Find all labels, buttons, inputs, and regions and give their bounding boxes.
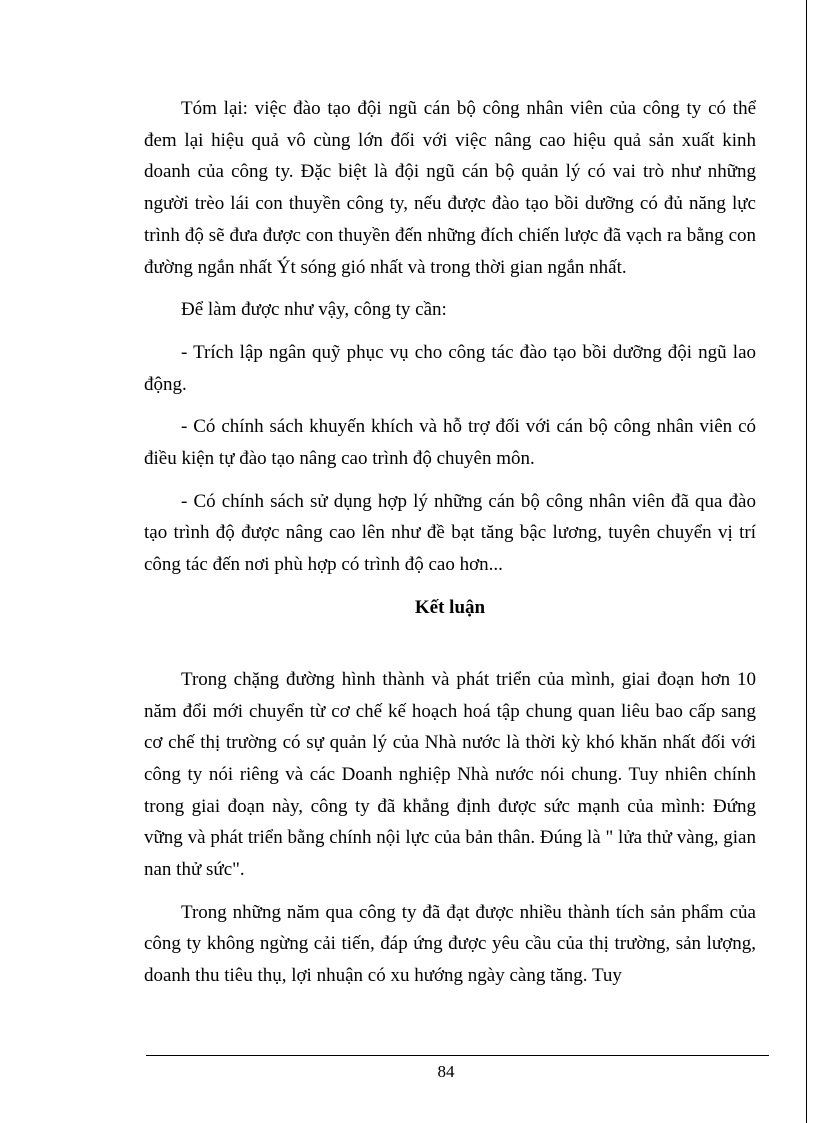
right-margin-line <box>806 0 807 1123</box>
paragraph-conclusion-2: Trong những năm qua công ty đã đạt được nhiều thành tích sản phẩm của công ty không ngừng cải tiến, đáp ứng được yêu cầu của thị trường, sản lượng, doanh thu tiêu thụ, lợi nhuận có xu hướng ngày càng tăng. Tuy <box>144 901 756 987</box>
page-body <box>144 93 756 1003</box>
paragraph-summary: Tóm lại: việc đào tạo đội ngũ cán bộ công nhân viên của công ty có thể đem lại hiệu quả vô cùng lớn đối với việc nâng cao hiệu quả sản xuất kinh doanh của công ty. Đặc biệt là đội ngũ cán bộ quản lý có vai trò như những người trèo lái con thuyền công ty, nếu được đào tạo bồi dưỡng có đủ năng lực trình độ sẽ đưa được con thuyền đến những đích chiến lược đã vạch ra bằng con đường ngắn nhất Ýt sóng gió nhất và trong thời gian ngắn nhất. <box>144 98 756 278</box>
page-number: 84 <box>437 1062 455 1081</box>
section-heading-conclusion: Kết luận <box>414 596 486 618</box>
footer-divider <box>146 1055 769 1056</box>
list-item-fund: - Trích lập ngân quỹ phục vụ cho công tác đào tạo bồi dưỡng đội ngũ lao động. <box>144 341 756 395</box>
paragraph-conclusion-1: Trong chặng đường hình thành và phát triển của mình, giai đoạn hơn 10 năm đổi mới chuyển từ cơ chế kế hoạch hoá tập chung quan liêu bao cấp sang cơ chế thị trường có sự quản lý của Nhà nước là thời kỳ khó khăn nhất đối với công ty nói riêng và các Doanh nghiệp Nhà nước nói chung. Tuy nhiên chính trong giai đoạn này, công ty đã khẳng định được sức mạnh của mình: Đứng vững và phát triển bằng chính nội lực của bản thân. Đúng là " lửa thử vàng, gian nan thử sức". <box>144 668 756 881</box>
list-item-incentive: - Có chính sách khuyến khích và hỗ trợ đối với cán bộ công nhân viên có điều kiện tự đào tạo nâng cao trình độ chuyên môn. <box>144 416 756 470</box>
heading-spacer <box>144 623 756 664</box>
list-item-staff-use: - Có chính sách sử dụng hợp lý những cán bộ công nhân viên đã qua đào tạo trình độ được nâng cao lên như đề bạt tăng bậc lương, tuyên chuyển vị trí công tác đến nơi phù hợp có trình độ cao hơn... <box>144 490 756 576</box>
paragraph-requirements-intro: Để làm được như vậy, công ty cần: <box>181 299 447 321</box>
